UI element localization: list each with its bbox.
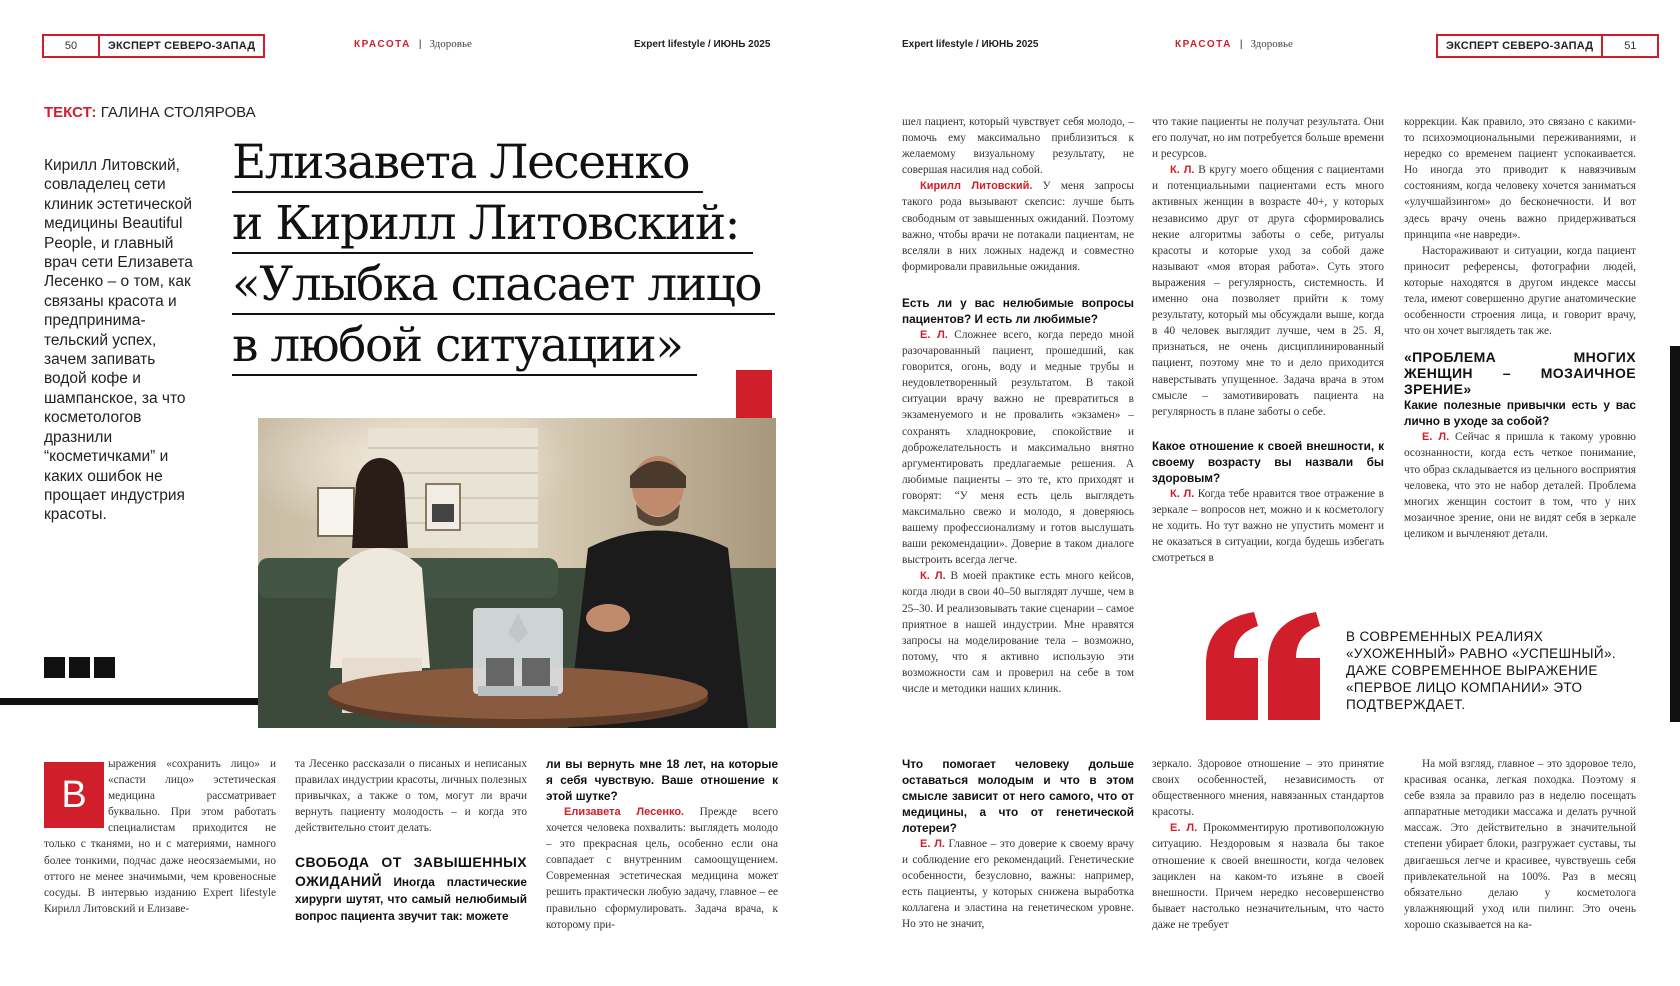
page-edge-tab bbox=[1670, 346, 1680, 722]
article-paragraph: зеркало. Здоровое отношение – это принятие своих особенностей, независимость от общественного мнения, навязанных стандартов красоты. bbox=[1152, 758, 1384, 819]
drop-cap: В bbox=[44, 762, 104, 828]
speaker-initials: К. Л. bbox=[1170, 487, 1195, 500]
article-paragraph bbox=[1152, 486, 1384, 566]
rubric-right bbox=[1175, 38, 1293, 50]
article-text: Главное – это доверие к своему врачу и соблюдение его рекомендаций. Генетические особенности, безусловно, важны: например, есть пациенты, у которых снижена выработка коллагена и эластина на генетическом уровне. Но это не значит, bbox=[902, 838, 1134, 931]
speaker-name: Кирилл Литовский. bbox=[920, 180, 1033, 193]
speaker-initials: К. Л. bbox=[920, 570, 946, 583]
article-paragraph bbox=[44, 756, 276, 917]
article-column-3 bbox=[546, 756, 778, 933]
article-column-6 bbox=[1404, 114, 1636, 542]
page-number-box-left bbox=[42, 34, 265, 58]
pull-quote: В СОВРЕМЕННЫХ РЕАЛИЯХ «УХОЖЕННЫЙ» РАВНО «УСПЕШНЫЙ». ДАЖЕ СОВРЕМЕННОЕ ВЫРАЖЕНИЕ «ПЕРВОЕ ЛИЦО КОМПАНИИ» ЭТО ПОДТВЕРЖДАЕТ. bbox=[1346, 629, 1617, 712]
quote-mark-shape bbox=[1206, 612, 1324, 720]
interview-question: Какие полезные привычки есть у вас лично в уходе за собой? bbox=[1404, 398, 1636, 429]
article-paragraph bbox=[546, 804, 778, 933]
subrubric-label: Здоровье bbox=[429, 38, 472, 50]
article-text: В моей практике есть много кейсов, когда люди в свои 40–50 выглядят лучше, чем в 25–30. И реализовывать такие сценарии – самое приятное в нашей индустрии. Мне нравятся запросы на моделирование тела – возможно, потому, что я активно использую эти возможности сам и проверил на себе в том числе и методики наших клиник. bbox=[902, 570, 1135, 695]
photo-illustration bbox=[258, 418, 776, 728]
article-text: У меня запросы такого рода вызывают скепсис: лучше быть свободным от завышенных ожиданий. Поэтому важно, чтобы врачи не потакали пациентам, не вселяли в них ложных надежд и совместно формировали правильные ожидания. bbox=[902, 180, 1134, 273]
article-paragraph bbox=[1152, 162, 1384, 420]
interview-question: Какое отношение к своей внешности, к своему возрасту вы назвали бы здоровым? bbox=[1152, 438, 1384, 485]
section-subhead: «ПРОБЛЕМА МНОГИХ ЖЕНЩИН – МОЗАИЧНОЕ ЗРЕНИЕ» bbox=[1404, 349, 1636, 398]
interview-question: Иногда пластические хирурги шутят, что самый нелюбимый вопрос пациента звучит так: можете bbox=[295, 874, 527, 923]
speaker-initials: Е. Л. bbox=[1170, 822, 1198, 835]
article-column-1 bbox=[44, 756, 276, 917]
article-paragraph: На мой взгляд, главное – это здоровое тело, красивая осанка, легкая походка. Поэтому я себе взяла за правило раз в неделю посещать аппаратные методики массажа и делать ручной массаж. Это действительно в значительной степени убирает блоки, разгружает суставы, ты двигаешься легче и красивее, чувствуешь себя привлекательной на 100%. Раз в месяц обязательно делаю у косметолога увлажняющий уход или пилинг. Это очень хорошо сказывается на ка- bbox=[1404, 758, 1636, 931]
author-credit bbox=[44, 104, 256, 121]
issue-label-right: Expert lifestyle / ИЮНЬ 2025 bbox=[902, 39, 1039, 50]
interview-question: ли вы вернуть мне 18 лет, на которые я себя чувствую. Ваше отношение к этой шутке? bbox=[546, 757, 778, 803]
headline-line: Елизавета Лесенко bbox=[232, 134, 703, 193]
headline-line: и Кирилл Литовский: bbox=[232, 195, 753, 254]
decor-square bbox=[44, 657, 65, 678]
article-paragraph bbox=[902, 836, 1134, 933]
article-text: В кругу моего общения с пациентами и потенциальными пациентами есть много активных женщин в возрасте 40+, у которых независимо друг от друга сформировались некие алгоритмы заботы о себе, ритуалы красоты и которые уход за собой даже называют «моя вторая работа». Суть этого выражения – регулярность, системность. И именно она позволяет прийти к тому результату, который мы обсуждали выше, когда в 40 человек выглядит лучше, чем в 25. Я, признаться, не очень дисциплинированный пациент, поэтому мне то и дело приходится наверстывать упущенное. Задача врача в этом смысле – замотивировать пациента на регулярность в плане заботы о себе. bbox=[1152, 164, 1384, 418]
author-name: ГАЛИНА СТОЛЯРОВА bbox=[100, 104, 256, 121]
article-paragraph: шел пациент, который чувствует себя молодо, – помочь ему максимально приблизиться к желаемому визуальному результату, не совершая насилия над собой. bbox=[902, 116, 1134, 177]
speaker-initials: Е. Л. bbox=[920, 838, 945, 850]
speaker-initials: К. Л. bbox=[1170, 164, 1195, 177]
rubric-label: КРАСОТА bbox=[354, 39, 411, 50]
article-paragraph bbox=[295, 854, 527, 924]
article-paragraph: коррекции. Как правило, это связано с какими-то психоэмоциональными переживаниями, и нередко со временем пациент успокаивается. Но иногда это приводит к навязчивым состояниям, когда человеку хочется заниматься «улучшайзингом» до бесконечности. И вот здесь врачу очень важно придерживаться принципа «не навреди». bbox=[1404, 116, 1636, 241]
article-paragraph bbox=[1404, 429, 1636, 542]
article-paragraph: что такие пациенты не получат результата. Они его получат, но им потребуется больше времени и ресурсов. bbox=[1152, 116, 1384, 161]
rubric-label: КРАСОТА bbox=[1175, 39, 1232, 50]
headline-line: «Улыбка спасает лицо bbox=[232, 256, 775, 315]
interview-question: Есть ли у вас нелюбимые вопросы пациентов? И есть ли любимые? bbox=[902, 295, 1134, 326]
rubric-separator: | bbox=[418, 39, 422, 50]
interview-photo bbox=[258, 418, 776, 728]
lead-paragraph: Кирилл Литовский, совладелец сети клиник эстетической медицины Beautiful People, и главный врач сети Елизавета Лесенко – о том, как связаны красота и предпринима-тельский успех, зачем запивать водой кофе и шампанское, за что косметологов дразнили “косметичками” и каких ошибок не прощает индустрия красоты. bbox=[44, 157, 193, 524]
article-text: Когда тебе нравится твое отражение в зеркале – вопросов нет, можно и к косметологу не ходить. Но тут важно не упустить момент и не оказаться в ситуации, когда будешь избегать смотреться в bbox=[1152, 487, 1384, 565]
speaker-initials: Е. Л. bbox=[1422, 431, 1450, 444]
article-column-2 bbox=[295, 756, 527, 925]
article-column-9 bbox=[1404, 756, 1636, 933]
page-number-box-right bbox=[1436, 34, 1659, 58]
article-text: Сейчас я пришла к такому уровню осознанности, когда есть четкое понимание, что образ складывается из цельного восприятия человека, что это не набор деталей. Проблема многих женщин состоит в том, что у них мозаичное зрение, они не видят себя в зеркале целиком и вычленяют детали. bbox=[1404, 431, 1636, 540]
article-text: Сложнее всего, когда передо мной разочарованный пациент, прошедший, как говорится, огонь, воду и медные трубы и неудовлетворенный результатом. В такой ситуации врачу важно не превратиться в экзаменуемого и не провалить «экзамен» – сохранять хладнокровие, спокойствие и доброжелательность и максимально внятно аргументировать предлагаемые решения. А любимые пациенты – это те, кто приходят и говорят: “У меня есть цель выглядеть максимально свежо и молодо, я доверяюсь вашему профессионализму и готов выслушать ваши рекомендации». Доверие в таком диалоге выстроить всегда легче. bbox=[902, 328, 1134, 567]
article-paragraph bbox=[902, 178, 1134, 275]
decor-square bbox=[94, 657, 115, 678]
article-paragraph: Настораживают и ситуации, когда пациент приносит референсы, фотографии людей, которые находятся в другом индексе массы тела, имеют совершенно другие анатомические особенности строения лица, и говорит врачу, что он хочет выглядеть так же. bbox=[1404, 244, 1636, 338]
magazine-name: ЭКСПЕРТ СЕВЕРО-ЗАПАД bbox=[1438, 36, 1603, 56]
headline-line: в любой ситуации» bbox=[232, 317, 697, 376]
article-text: ыражения «сохранить лицо» и «спасти лицо» эстетическая медицина рассматривает буквально. При этом работать специалистам приходится не только с тканями, но и с материями, намного более тонкими, подчас даже неосязаемыми, но оттого не менее значимыми, чем кровеносные сосуды. В интервью изданию Expert lifestyle Кирилл Литовский и Елизаве- bbox=[44, 758, 276, 915]
article-paragraph bbox=[902, 327, 1134, 568]
rubric-separator: | bbox=[1239, 39, 1243, 50]
article-column-5 bbox=[1152, 114, 1384, 566]
magazine-name: ЭКСПЕРТ СЕВЕРО-ЗАПАД bbox=[98, 36, 263, 56]
interview-question: Что помогает человеку дольше оставаться молодым и что в этом смысле зависит от него самого, что от медицины, а что от генетической лотереи? bbox=[902, 757, 1134, 835]
article-text: Прокомментирую противоположную ситуацию. Нездоровым я назвала бы такое отношение к своей внешности, когда человек зациклен на каком-то изъяне в своей внешности. Причем нередко несовершенство бывает настолько незначительным, что часто даже не требует bbox=[1152, 822, 1384, 931]
page-number: 51 bbox=[1624, 40, 1637, 52]
article-column-8 bbox=[1152, 756, 1384, 933]
section-subhead: СВОБОДА ОТ ЗАВЫШЕННЫХ ОЖИДАНИЙ bbox=[295, 854, 527, 889]
speaker-name: Елизавета Лесенко. bbox=[564, 806, 685, 818]
article-text: Прежде всего хочется человека похвалить: выглядеть молодо – это прекрасная цель, особенно если она совпадает с внутренним самоощущением. Современная эстетическая медицина может решить практически любую задачу, главное – ее правильно сформулировать. Задача врача, к которому при- bbox=[546, 806, 778, 931]
rubric-left bbox=[354, 38, 472, 50]
author-label: ТЕКСТ: bbox=[44, 104, 97, 121]
article-column-4 bbox=[902, 114, 1134, 697]
subrubric-label: Здоровье bbox=[1250, 38, 1293, 50]
page-number: 50 bbox=[64, 40, 78, 52]
article-paragraph bbox=[1152, 820, 1384, 933]
black-rule bbox=[0, 698, 258, 705]
quote-mark-icon bbox=[1206, 612, 1324, 725]
article-column-7 bbox=[902, 756, 1134, 933]
article-paragraph: та Лесенко рассказали о писаных и неписаных правилах индустрии красоты, личных полезных привычках, а также о том, могут ли врачи вернуть пациенту молодость – и когда это действительно стоит делать. bbox=[295, 758, 527, 835]
speaker-initials: Е. Л. bbox=[920, 328, 948, 341]
decor-square bbox=[69, 657, 90, 678]
article-paragraph bbox=[902, 568, 1134, 697]
headline bbox=[232, 132, 792, 376]
issue-label-left: Expert lifestyle / ИЮНЬ 2025 bbox=[634, 39, 771, 50]
